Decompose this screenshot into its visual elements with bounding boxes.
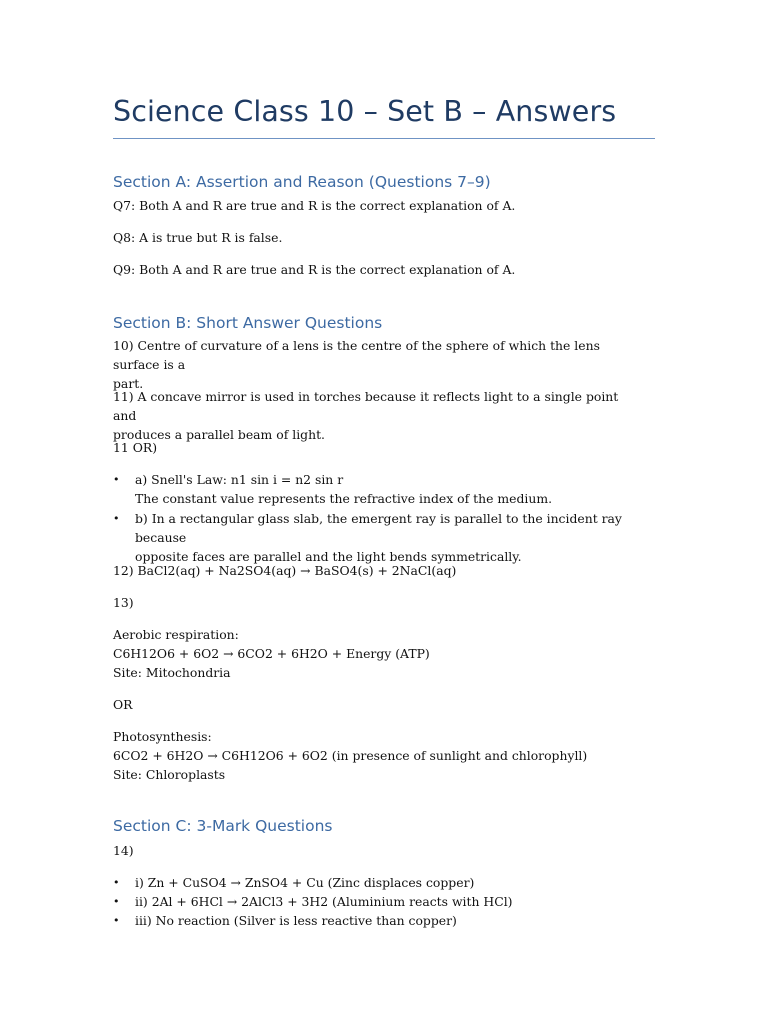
aerobic-site: Site: Mitochondria <box>113 665 231 680</box>
aerobic-respiration-block <box>113 625 643 682</box>
list-item <box>113 892 643 911</box>
document-title: Science Class 10 – Set B – Answers <box>113 92 655 139</box>
list-item <box>113 470 643 508</box>
answer-q10 <box>113 336 643 393</box>
section-c-heading: Section C: 3-Mark Questions <box>113 817 333 835</box>
answer-q14: 14) <box>113 843 134 858</box>
list-item <box>113 509 643 566</box>
bullet-icon: • <box>113 512 120 525</box>
photosynthesis-label: Photosynthesis: <box>113 729 212 744</box>
section-a-heading: Section A: Assertion and Reason (Questions 7–9) <box>113 173 491 191</box>
glass-slab-line-2: opposite faces are parallel and the light bends symmetrically. <box>135 549 522 564</box>
answer-q10-line-1: 10) Centre of curvature of a lens is the centre of the sphere of which the lens surface is a <box>113 338 600 372</box>
aerobic-label: Aerobic respiration: <box>113 627 239 642</box>
answer-q7: Q7: Both A and R are true and R is the correct explanation of A. <box>113 198 516 213</box>
snells-law-line: a) Snell's Law: n1 sin i = n2 sin r <box>135 472 344 487</box>
answer-q10-line-2: part. <box>113 376 144 391</box>
bullet-icon: • <box>113 876 120 889</box>
bullet-icon: • <box>113 895 120 908</box>
glass-slab-line-1: b) In a rectangular glass slab, the emergent ray is parallel to the incident ray because <box>135 511 622 545</box>
list-item <box>113 873 643 892</box>
list-item-text: ii) 2Al + 6HCl → 2AlCl3 + 3H2 (Aluminium reacts with HCl) <box>135 894 513 909</box>
list-item-text: iii) No reaction (Silver is less reactive than copper) <box>135 913 457 928</box>
answer-q9: Q9: Both A and R are true and R is the correct explanation of A. <box>113 262 516 277</box>
list-item-text: i) Zn + CuSO4 → ZnSO4 + Cu (Zinc displaces copper) <box>135 875 475 890</box>
answer-q12: 12) BaCl2(aq) + Na2SO4(aq) → BaSO4(s) + 2NaCl(aq) <box>113 563 457 578</box>
answer-q13: 13) <box>113 595 134 610</box>
list-item <box>113 911 643 930</box>
photosynthesis-block <box>113 727 643 784</box>
aerobic-equation: C6H12O6 + 6O2 → 6CO2 + 6H2O + Energy (ATP) <box>113 646 430 661</box>
answer-q11-or: 11 OR) <box>113 440 158 455</box>
list-item-text <box>135 470 643 508</box>
bullet-icon: • <box>113 914 120 927</box>
refractive-index-line: The constant value represents the refractive index of the medium. <box>135 491 553 506</box>
bullet-icon: • <box>113 473 120 486</box>
or-text: OR <box>113 697 133 712</box>
answer-q11 <box>113 387 643 444</box>
list-item-text <box>135 509 643 566</box>
answer-q8: Q8: A is true but R is false. <box>113 230 283 245</box>
answer-q11-line-1: 11) A concave mirror is used in torches because it reflects light to a single point and <box>113 389 619 423</box>
photosynthesis-site: Site: Chloroplasts <box>113 767 226 782</box>
section-b-heading: Section B: Short Answer Questions <box>113 314 383 332</box>
photosynthesis-equation: 6CO2 + 6H2O → C6H12O6 + 6O2 (in presence of sunlight and chlorophyll) <box>113 748 588 763</box>
answer-q11-line-2: produces a parallel beam of light. <box>113 427 325 442</box>
